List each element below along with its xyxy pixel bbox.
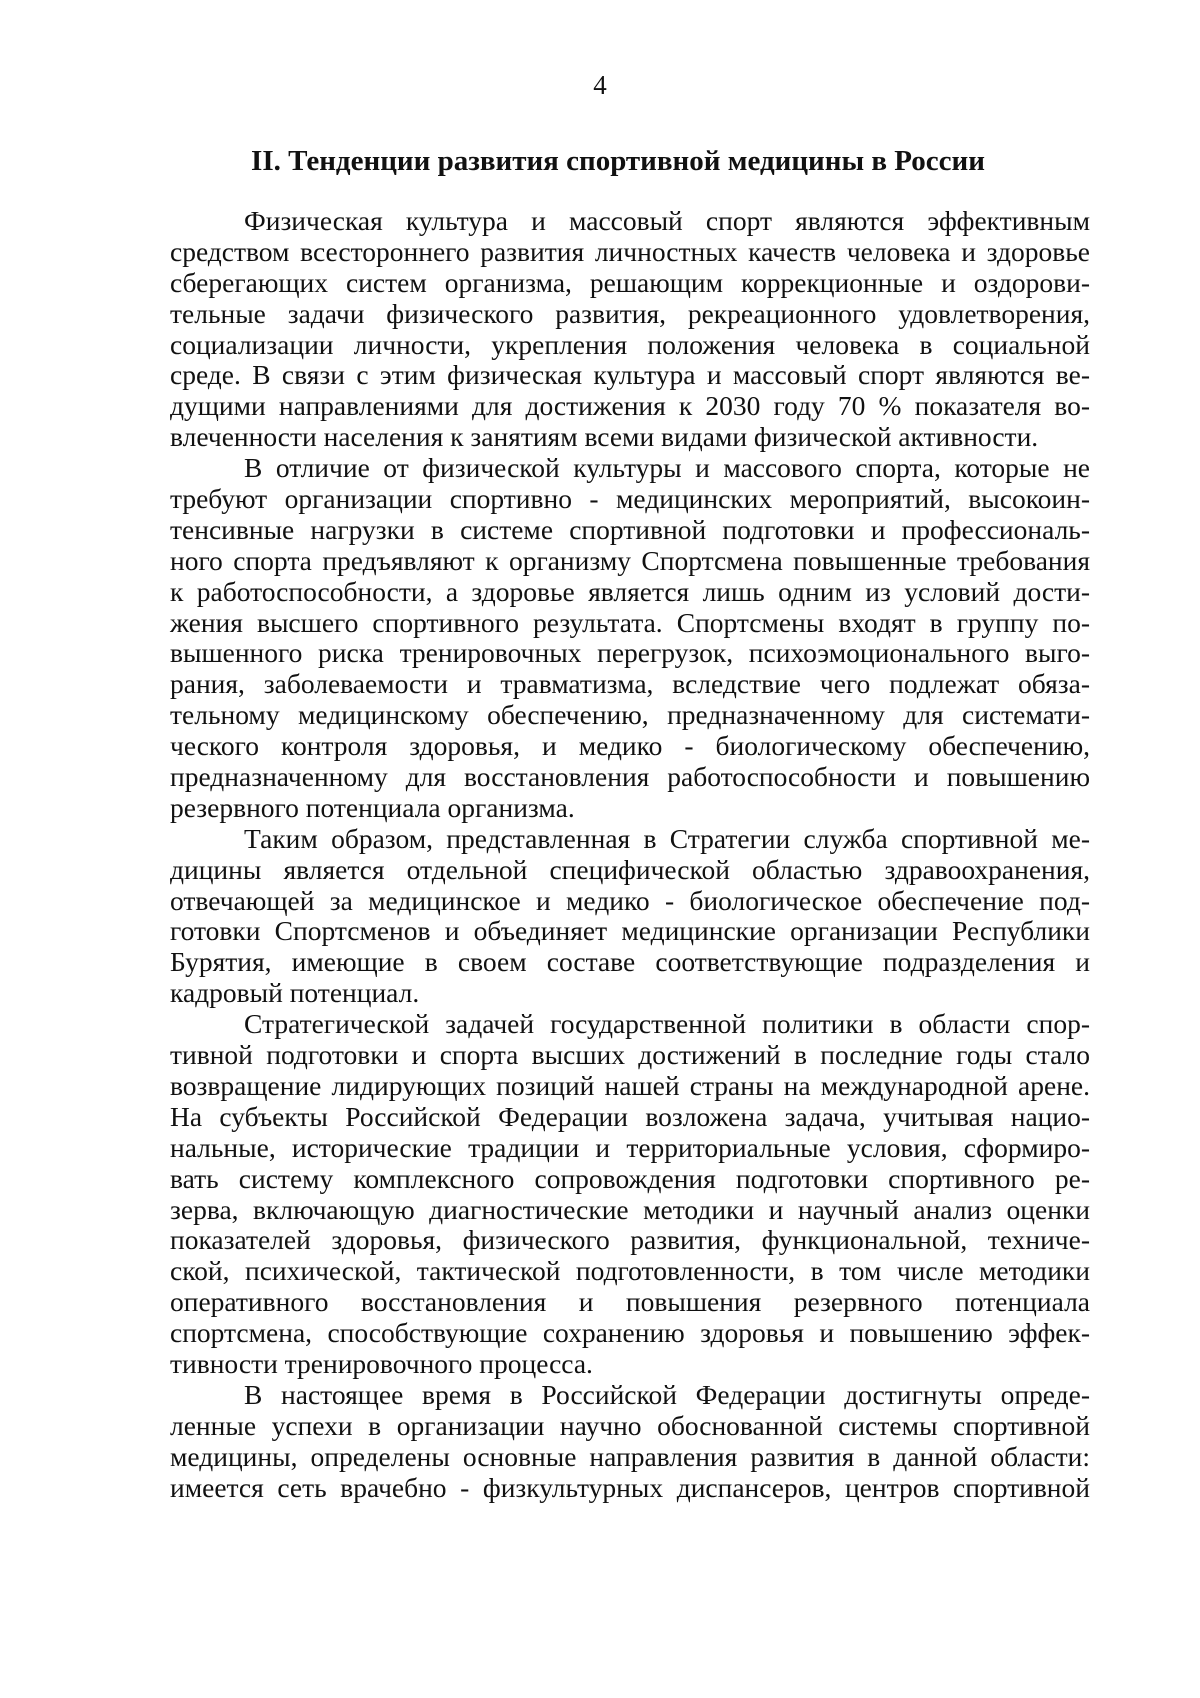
paragraph-line: жения высшего спортивного результата. Спортсмены входят в группу по- [170,606,1090,638]
paragraph-line: нальные, исторические традиции и территориальные условия, сформиро- [170,1131,1090,1163]
paragraph-line: оперативного восстановления и повышения резервного потенциала [170,1286,1090,1318]
paragraph-line: В отличие от физической культуры и массового спорта, которые не [244,452,1090,484]
paragraph-line: тивной подготовки и спорта высших достижений в последние годы стало [170,1039,1090,1071]
paragraph-line: ческого контроля здоровья, и медико - биологическому обеспечению, [170,730,1090,762]
paragraph-line: дицины является отдельной специфической областью здравоохранения, [170,853,1090,885]
paragraph-line: тельные задачи физического развития, рекреационного удовлетворения, [170,297,1090,329]
paragraph-line: спортсмена, способствующие сохранению здоровья и повышению эффек- [170,1317,1090,1349]
paragraph-line: ленные успехи в организации научно обоснованной системы спортивной [170,1409,1090,1441]
paragraph-line: к работоспособности, а здоровье является лишь одним из условий дости- [170,575,1090,607]
paragraph [170,206,1090,453]
paragraph-line: социализации личности, укрепления положения человека в социальной [170,328,1090,360]
paragraph-line: средством всестороннего развития личностных качеств человека и здоровье [170,235,1090,267]
paragraph-line: Физическая культура и массовый спорт являются эффективным [244,205,1090,236]
paragraph-line: На субъекты Российской Федерации возложена задача, учитывая нацио- [170,1100,1090,1132]
paragraph-line: вышенного риска тренировочных перегрузок, психоэмоционального выго- [170,637,1090,669]
paragraph-line: показателей здоровья, физического развития, функциональной, техниче- [170,1224,1090,1256]
paragraph-line: имеется сеть врачебно - физкультурных диспансеров, центров спортивной [170,1471,1090,1503]
paragraph-line: возвращение лидирующих позиций нашей страны на международной арене. [170,1069,1090,1101]
paragraph-line: предназначенному для восстановления работоспособности и повышению [170,761,1090,793]
paragraph-line: тенсивные нагрузки в системе спортивной подготовки и профессиональ- [170,513,1090,545]
paragraph-line: отвечающей за медицинское и медико - биологическое обеспечение под- [170,884,1090,916]
paragraph-line: Таким образом, представленная в Стратегии служба спортивной ме- [244,822,1090,854]
paragraph-line: сберегающих систем организма, решающим коррекционные и оздорови- [170,266,1090,298]
paragraph-line: В настоящее время в Российской Федерации достигнуты опреде- [244,1378,1090,1410]
paragraph-line: резервного потенциала организма. [170,791,575,823]
paragraph [170,824,1090,1009]
paragraph-line: ской, психической, тактической подготовленности, в том числе методики [170,1255,1090,1287]
paragraph [170,1380,1090,1504]
paragraph-line: Стратегической задачей государственной политики в области спор- [244,1008,1090,1040]
paragraph-line: влеченности населения к занятиям всеми видами физической активности. [170,421,1039,453]
section-title: II. Тенденции развития спортивной медицины в России [251,145,985,177]
paragraph-line: среде. В связи с этим физическая культура и массовый спорт являются ве- [170,359,1090,391]
paragraph-line: вать систему комплексного сопровождения подготовки спортивного ре- [170,1162,1090,1194]
paragraph-line: тивности тренировочного процесса. [170,1347,593,1379]
paragraph-line: ного спорта предъявляют к организму Спортсмена повышенные требования [170,544,1090,576]
paragraph-line: зерва, включающую диагностические методики и научный анализ оценки [170,1193,1090,1225]
paragraph [170,1009,1090,1380]
paragraph-line: требуют организации спортивно - медицинских мероприятий, высокоин- [170,483,1090,515]
paragraph-line: дущими направлениями для достижения к 2030 году 70 % показателя во- [170,390,1090,422]
paragraph-line: тельному медицинскому обеспечению, предназначенному для системати- [170,699,1090,731]
body-text [170,206,1090,1503]
page-number: 4 [593,70,607,100]
paragraph [170,453,1090,824]
paragraph-line: Бурятия, имеющие в своем составе соответствующие подразделения и [170,946,1090,978]
paragraph-line: готовки Спортсменов и объединяет медицинские организации Республики [170,915,1090,947]
paragraph-line: кадровый потенциал. [170,977,420,1009]
paragraph-line: медицины, определены основные направления развития в данной области: [170,1440,1090,1472]
paragraph-line: рания, заболеваемости и травматизма, вследствие чего подлежат обяза- [170,668,1090,700]
